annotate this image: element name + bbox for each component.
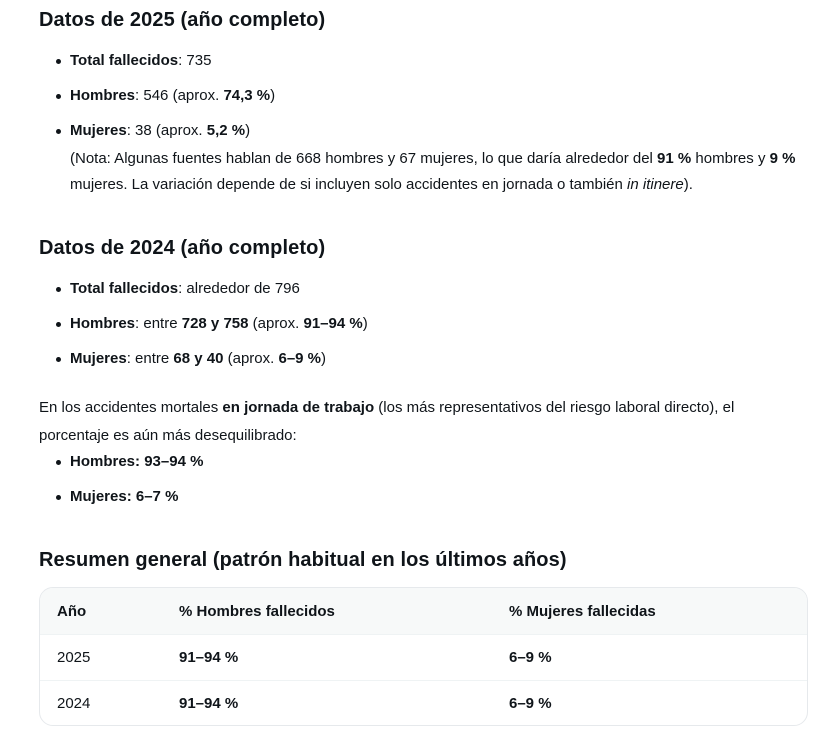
cell-year: 2024 [57,695,91,712]
table-row [40,681,807,727]
cell-mujeres: 6–9 % [509,649,552,666]
list-item-hombres-2025: Hombres: 546 (aprox. 74,3 %) [54,83,804,109]
table-header-row [40,588,807,635]
paren-suffix: ) [362,315,368,332]
summary-table-grid [40,588,807,726]
paren-prefix: (aprox. [223,350,279,367]
column-header-ano: Año [57,602,87,620]
item-label: Hombres [70,87,136,104]
item-percent: 6–9 % [278,350,322,367]
item-percent: 91–94 % [303,315,363,332]
list-item-mujeres-jornada: Mujeres: 6–7 % [54,484,804,510]
note-pct-mujeres: 9 % [769,150,796,167]
list-item-total-2025: Total fallecidos: 735 [54,48,804,74]
list-item-mujeres-2025: Mujeres: 38 (aprox. 5,2 %) (Nota: Algunas fuentes hablan de 668 hombres y 67 mujeres, lo que daría alrededor del 91 % hombres y 9 % mujeres. La variación depende de si incluyen solo accidentes en jornada o también in itinere). [54,118,804,198]
item-value: 546 [143,87,169,104]
paren-prefix: (aprox. [155,122,207,139]
cell-mujeres: 6–9 % [509,695,552,712]
item-value: alrededor de 796 [186,280,300,297]
item-label: Mujeres [70,488,127,505]
intro-bold: en jornada de trabajo [222,399,375,416]
list-item-total-2024: Total fallecidos: alrededor de 796 [54,276,804,302]
item-prefix: entre [143,315,182,332]
item-label: Mujeres [70,350,127,367]
table-row [40,635,807,681]
item-label: Total fallecidos [70,52,179,69]
item-label: Hombres [70,453,136,470]
list-item-mujeres-2024: Mujeres: entre 68 y 40 (aprox. 6–9 %) [54,346,804,372]
jornada-intro [39,394,799,450]
cell-hombres: 91–94 % [179,649,239,666]
intro-text: (los más representativos del riesgo laboral directo), el porcentaje es aún más desequilibrado: [39,399,735,444]
resumen-heading: Resumen general (patrón habitual en los últimos años) [39,549,567,571]
list-2024 [54,276,804,381]
cell-hombres: 91–94 % [179,695,239,712]
item-percent: 5,2 % [206,122,246,139]
note-text: (Nota: Algunas fuentes hablan de 668 hombres y 67 mujeres, lo que daría alrededor del [70,150,658,167]
column-header-hombres: % Hombres fallecidos [179,602,335,620]
paren-suffix: ) [245,122,251,139]
item-value: 6–7 % [135,488,179,505]
paren-suffix: ) [270,87,276,104]
paren-prefix: (aprox. [172,87,224,104]
item-label: Hombres [70,315,136,332]
paren-prefix: (aprox. [248,315,304,332]
note-text: ). [683,176,693,193]
column-header-mujeres: % Mujeres fallecidas [509,602,656,620]
intro-text: En los accidentes mortales [39,399,223,416]
summary-table [39,587,808,726]
item-label: Total fallecidos [70,280,179,297]
item-value: 735 [186,52,212,69]
paren-suffix: ) [321,350,327,367]
section-2025-heading: Datos de 2025 (año completo) [39,9,326,31]
item-range: 68 y 40 [173,350,224,367]
list-jornada [54,449,804,519]
note-text: hombres y [691,150,770,167]
item-range: 728 y 758 [181,315,249,332]
note-text: mujeres. La variación depende de si incluyen solo accidentes en jornada o también [70,176,628,193]
item-value: 93–94 % [144,453,204,470]
section-2024-heading: Datos de 2024 (año completo) [39,237,326,259]
list-item-hombres-jornada: Hombres: 93–94 % [54,449,804,475]
item-label: Mujeres [70,122,127,139]
note-italic: in itinere [627,176,684,193]
item-percent: 74,3 % [223,87,271,104]
note-2025 [70,146,804,198]
cell-year: 2025 [57,649,91,666]
list-2025 [54,48,804,207]
item-prefix: entre [135,350,174,367]
note-pct-hombres: 91 % [657,150,692,167]
item-value: 38 [135,122,152,139]
list-item-hombres-2024: Hombres: entre 728 y 758 (aprox. 91–94 %) [54,311,804,337]
